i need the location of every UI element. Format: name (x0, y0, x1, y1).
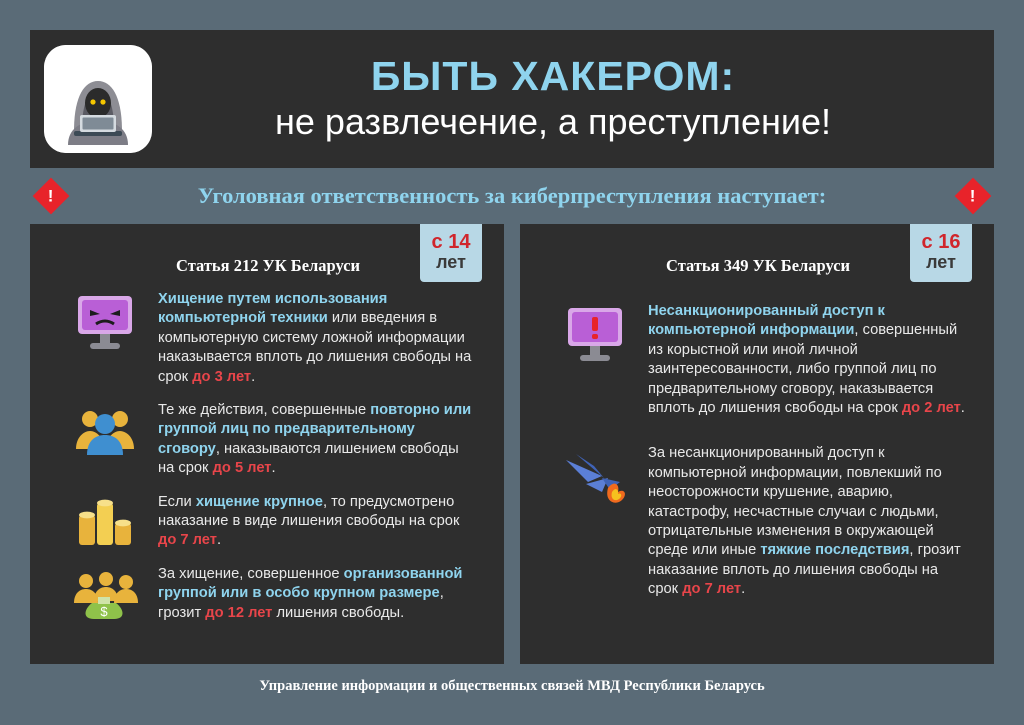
article-title-212: Статья 212 УК Беларуси (176, 256, 361, 275)
subtitle-row (30, 168, 994, 224)
provision-row (52, 401, 482, 479)
provision-row (542, 302, 972, 418)
provision-text-3: Если хищение крупное, то предусмотрено наказание в виде лишения свободы на срок до 7 лет. (158, 493, 460, 549)
coins-stacks-icon (52, 493, 158, 551)
exclamation-left-label: ! (48, 186, 54, 206)
monitor-angry-face-icon (52, 290, 158, 352)
provision-text-2: За несанкционированный доступ к компьютерной информации, повлекший по неосторожности крушение, аварию, катастрофу, несчастные случаи с людьми, отрицательные изменения в окружающей среде или иные тяжкие последствия, грозит наказание вплоть до лишения свободы на срок до 7 лет. (648, 445, 961, 598)
svg-text:$: $ (100, 603, 108, 619)
age-badge-16 (910, 224, 972, 282)
poster-title-block (152, 52, 994, 143)
provision-row (52, 565, 482, 623)
age-badge-16-value: с 16 (921, 231, 961, 253)
footer-text: Управление информации и общественных связей МВД Республики Беларусь (259, 677, 765, 694)
age-badge-14-unit: лет (436, 252, 466, 272)
provision-text-1: Хищение путем использования компьютерной техники или введения в компьютерную систему ложной информации наказывается вплоть до лишения свободы на срок до 3 лет. (158, 291, 472, 385)
articles-columns (30, 224, 994, 664)
provision-row (52, 290, 482, 387)
monitor-exclamation-icon (542, 302, 648, 364)
article-card-212 (30, 224, 504, 664)
plane-crash-icon (542, 444, 648, 506)
subtitle-text: Уголовная ответственность за киберпреступления наступает: (197, 183, 827, 208)
provision-text-4: За хищение, совершенное организованной группой или в особо крупном размере, грозит до 12 лет лишения свободы. (158, 565, 463, 621)
article-349-blocks (542, 302, 972, 600)
exclamation-badge-left-icon (33, 178, 70, 215)
age-badge-16-unit: лет (926, 252, 956, 272)
exclamation-right-label: ! (970, 186, 976, 206)
poster-title-line1: БЫТЬ ХАКЕРОМ: (370, 52, 736, 99)
article-card-349 (520, 224, 994, 664)
provision-row (542, 444, 972, 599)
article-title-349: Статья 349 УК Беларуси (666, 256, 851, 275)
poster-footer (30, 664, 994, 708)
poster-title-line2: не развлечение, а преступление! (275, 100, 831, 142)
hacker-hoodie-laptop-icon (44, 45, 152, 153)
exclamation-badge-right-icon (955, 178, 992, 215)
provision-row (52, 493, 482, 551)
provision-text-1: Несанкционированный доступ к компьютерной информации, совершенный из корыстной или иной личной заинтересованности, либо группой лиц по предварительному сговору, наказывается вплоть до лишения свободы на срок до 2 лет. (648, 303, 965, 417)
group-of-people-icon (52, 401, 158, 459)
age-badge-14-value: с 14 (431, 231, 471, 253)
money-bag-group-icon (52, 565, 158, 621)
age-badge-14 (420, 224, 482, 282)
poster-header (30, 30, 994, 168)
provision-text-2: Те же действия, совершенные повторно или группой лиц по предварительному сговору, наказываются лишением свободы на срок до 5 лет. (158, 402, 472, 477)
article-212-blocks (52, 290, 482, 623)
